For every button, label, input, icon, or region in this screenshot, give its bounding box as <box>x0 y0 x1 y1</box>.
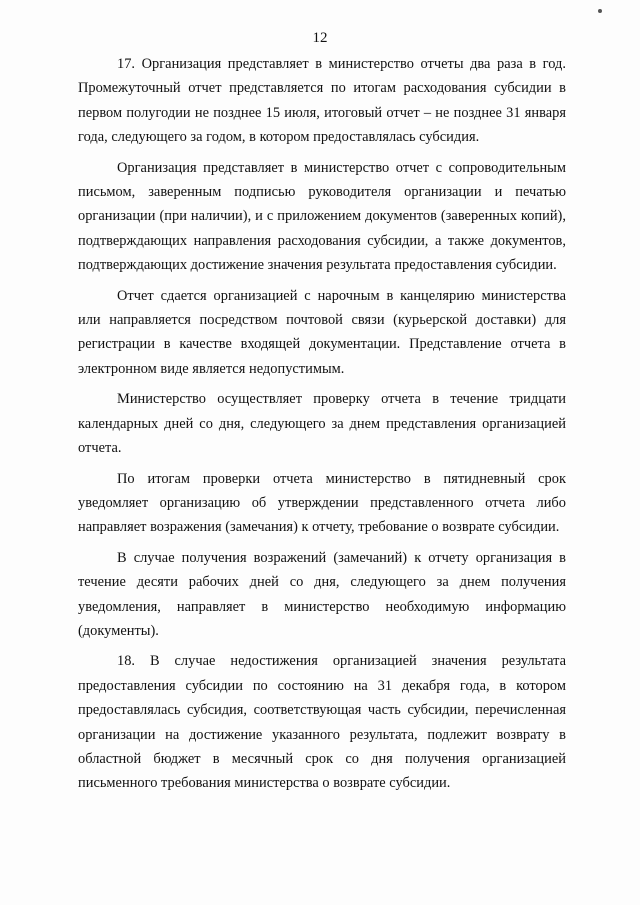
paragraph-report-submission: Отчет сдается организацией с нарочным в канцелярию министерства или направляется посредством почтовой связи (курьерской доставки) для регистрации в качестве входящей документации. Представление отчета в электронном виде является недопустимым. <box>78 287 566 377</box>
document-body <box>78 52 566 802</box>
scan-dot <box>598 9 602 13</box>
paragraph-subsidy-refund: 18. В случае недостижения организацией значения результата предоставления субсидии по состоянию на 31 декабря года, в котором предоставлялась субсидия, соответствующая часть субсидии, перечисленная организации на достижение указанного результата, подлежит возврату в областной бюджет в месячный срок со дня получения организацией письменного требования министерства о возврате субсидии. <box>78 653 566 792</box>
paragraph-review-outcome: По итогам проверки отчета министерство в пятидневный срок уведомляет организацию об утверждении представленного отчета либо направляет возражения (замечания) к отчету, требование о возврате субсидии. <box>78 470 566 536</box>
paragraph-report-contents: Организация представляет в министерство отчет с сопроводительным письмом, заверенным подписью руководителя организации и печатью организации (при наличии), и с приложением документов (заверенных копий), подтверждающих направления расходования субсидии, а также документов, подтверждающих достижение значения результата предоставления субсидии. <box>78 159 566 274</box>
page-number: 12 <box>312 30 328 46</box>
paragraph-report-review: Министерство осуществляет проверку отчета в течение тридцати календарных дней со дня, следующего за днем представления организацией отчета. <box>78 391 566 457</box>
paragraph-objections: В случае получения возражений (замечаний) к отчету организация в течение десяти рабочих дней со дня, следующего за днем получения уведомления, направляет в министерство необходимую информацию (документы). <box>78 549 566 639</box>
paragraph-reporting-schedule: 17. Организация представляет в министерство отчеты два раза в год. Промежуточный отчет представляется по итогам расходования субсидии в первом полугодии не позднее 15 июля, итоговый отчет – не позднее 31 января года, следующего за годом, в котором предоставлялась субсидия. <box>78 56 566 146</box>
